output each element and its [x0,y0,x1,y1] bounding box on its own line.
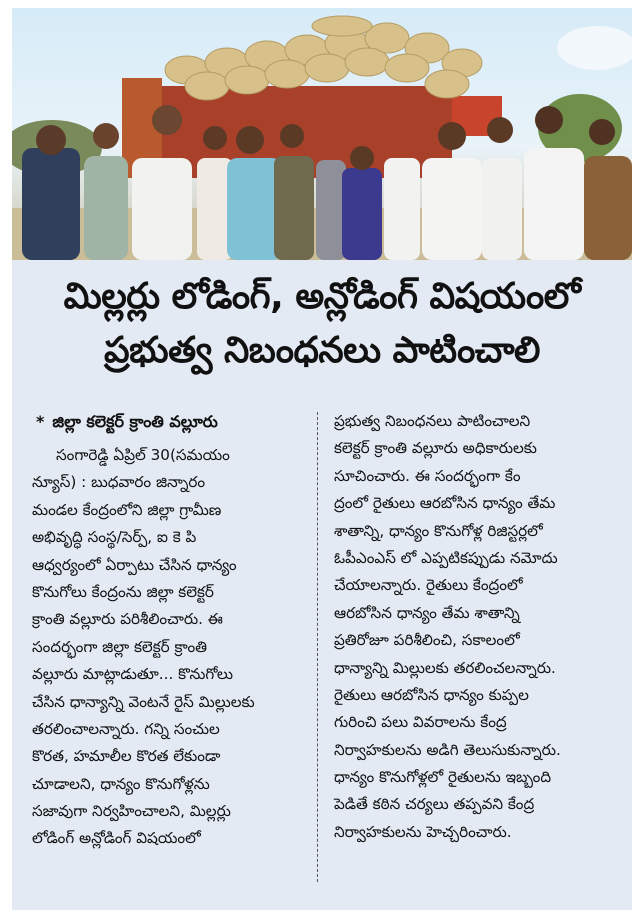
body-line: లోడింగ్ అన్లోడింగ్ విషయంలో [32,829,201,848]
body-line: ద్రంలో రైతులు ఆరబోసిన ధాన్యం తేమ [334,494,556,513]
body-line: సూచించారు. ఈ సందర్భంగా కేం [334,466,521,485]
body-line: ధాన్యం కొనుగోళ్లలో రైతులను ఇబ్బంది [334,768,552,787]
body-line: పెడితే కఠిన చర్యలు తప్పవని కేంద్ర [334,795,535,814]
body-line: కొరత, హమాలీల కొరత లేకుండా [32,747,221,766]
body-line: శాతాన్ని, ధాన్యం కొనుగోళ్ల రిజిస్టర్లలో [334,521,543,540]
body-line: క్రాంతి వల్లూరు పరిశీలించారు. ఈ [32,610,223,629]
body-line: మండల కేంద్రంలోని జిల్లా గ్రామీణ [32,500,222,519]
body-line: ప్రభుత్వ నిబంధనలు పాటించాలని [334,412,531,430]
body-line: న్యూస్) : బుధవారం జిన్నారం [32,473,206,492]
body-line: తరలించాలన్నారు. గన్ని సంచుల [32,719,220,738]
body-line: ఆరబోసిన ధాన్యం తేమ శాతాన్ని [334,603,520,622]
body-line: ఆధ్వర్యంలో ఏర్పాటు చేసిన ధాన్యం [32,555,237,574]
body-line: సందర్భంగా జిల్లా కలెక్టర్ క్రాంతి [32,637,208,656]
body-line: ఓపీఎంఎస్ లో ఎప్పటికప్పుడు నమోదు [334,548,558,567]
left-column [32,442,314,853]
body-line: రైతులు ఆరబోసిన ధాన్యం కుప్పల [334,685,529,704]
body-line: ప్రతిరోజూ పరిశీలించి, సకాలంలో [334,631,520,650]
body-line: సంగారెడ్డి ఏప్రిల్ 30(సమయం [56,446,230,464]
news-photo [12,8,632,260]
article-card [12,260,632,910]
subhead [36,412,316,435]
body-line: వల్లూరు మాట్లాడుతూ... కొనుగోలు [32,665,233,684]
body-line: చూడాలని, ధాన్యం కొనుగోళ్లను [32,774,210,793]
subhead-text: జిల్లా కలెక్టర్ క్రాంతి వల్లూరు [52,412,218,431]
right-column [334,408,624,846]
body-line: చేయాలన్నారు. రైతులు కేంద్రంలో [334,576,523,595]
photo-icon [12,8,632,260]
body-line: కొనుగోలు కేంద్రంను జిల్లా కలెక్టర్ [32,582,214,601]
body-line: చేసిన ధాన్యాన్ని వెంటనే రైస్ మిల్లులకు [32,692,255,711]
body-line: అభివృద్ధి సంస్థ/సెర్ప్, ఐ కె పి [32,528,197,547]
body-line: సజావుగా నిర్వహించాలని, మిల్లర్లు [32,802,231,821]
body-line: నిర్వాహకులను హెచ్చరించారు. [334,822,512,841]
bullet-star-icon: * [36,412,45,431]
body-line: కలెక్టర్ క్రాంతి వల్లూరు అధికారులకు [334,439,537,458]
headline-line-1: మిల్లర్లు లోడింగ్, అన్లోడింగ్ విషయంలో [63,276,581,317]
column-divider [317,412,318,882]
body-line: గురించి పలు వివరాలను కేంద్ర [334,713,507,732]
headline-line-2: ప్రభుత్వ నిబంధనలు పాటించాలి [104,330,540,371]
body-line: ధాన్యాన్ని మిల్లులకు తరలించలన్నారు. [334,658,556,677]
body-line: నిర్వాహకులను అడిగి తెలుసుకున్నారు. [334,740,561,759]
